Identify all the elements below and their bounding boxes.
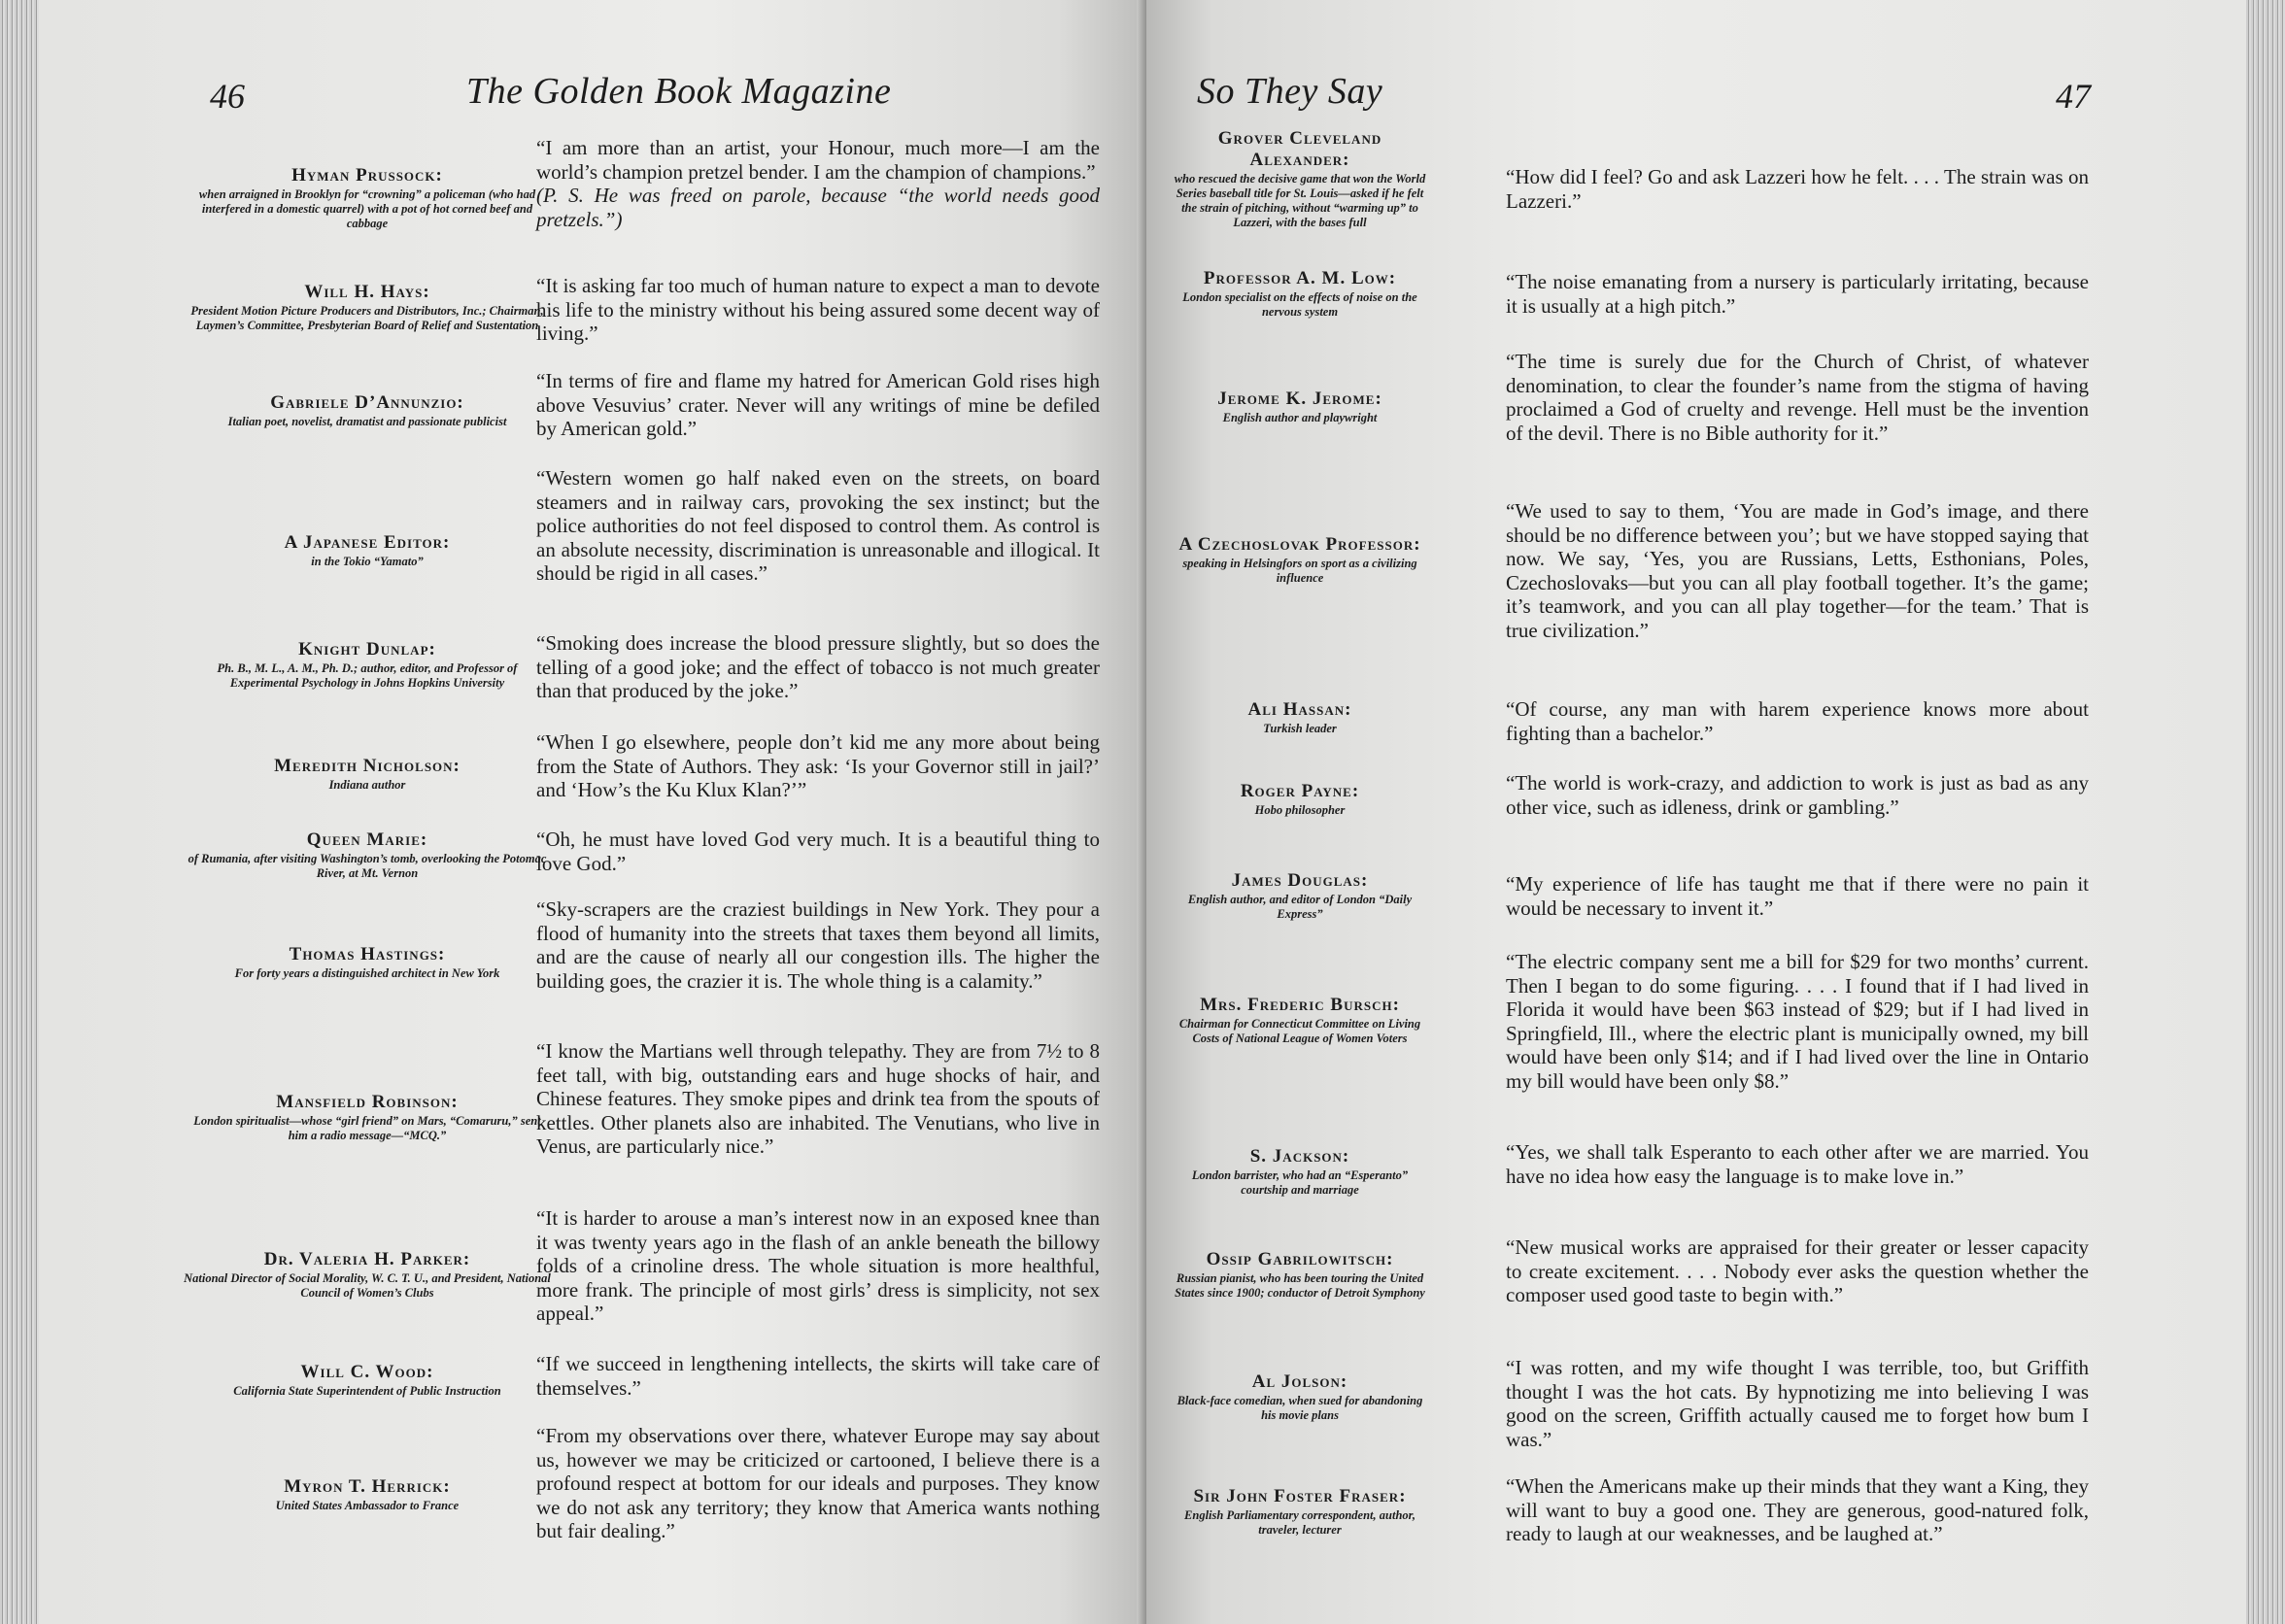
speaker-description: Turkish leader [1263, 722, 1337, 735]
quote: “I know the Martians well through telepathy. They are from 7½ to 8 feet tall, with big, outstanding ears and huge shocks of hair, and Chinese features. They smoke pipes and drink tea from the spouts of kettles. Other planets also are inhabited. The Venutians, who live in Venus, are particularly nice.” [536, 1039, 1100, 1158]
quote-text: “I am more than an artist, your Honour, much more—I am the world’s champion pretzel bender. I am the champion of champions.” [536, 136, 1100, 184]
quote: “It is harder to arouse a man’s interest now in an exposed knee than it was twenty years ago in the flash of an ankle beneath the billowy folds of a crinoline dress. The whole situation is more healthful, more frank. The principle of most girls’ dress is simplicity, not sex appeal.” [536, 1206, 1100, 1325]
speaker [183, 1476, 552, 1513]
speaker-name: Professor A. M. Low: [1203, 268, 1397, 288]
quote: “Western women go half naked even on the streets, on board steamers and in railway cars, provoking the sex instinct; but the police authorities do not feel disposed to control them. As control is an absolute necessity, discrimination is unreasonable and illogical. It should be rigid in all cases.” [536, 466, 1100, 585]
page-number-left: 46 [210, 77, 245, 116]
speaker-description: California State Superintendent of Public Instruction [233, 1384, 501, 1398]
quote: “The noise emanating from a nursery is particularly irritating, because it is usually at a high pitch.” [1506, 270, 2089, 318]
page-number-right: 47 [2056, 77, 2091, 116]
speaker-description: in the Tokio “Yamato” [311, 555, 424, 568]
speaker-name: Thomas Hastings: [289, 944, 446, 964]
speaker-description: Italian poet, novelist, dramatist and passionate publicist [227, 415, 507, 428]
speaker-name: Will H. Hays: [304, 282, 430, 302]
speaker [183, 1362, 552, 1399]
speaker-name: Grover Cleveland Alexander: [1217, 128, 1382, 170]
page-edges-right [2246, 0, 2285, 1624]
speaker [183, 944, 552, 981]
speaker [183, 639, 552, 691]
speaker [1174, 995, 1426, 1046]
speaker [1174, 781, 1426, 818]
quote: “When the Americans make up their minds that they want a King, they will want to buy a good one. They are generous, good-natured folk, ready to laugh at our weaknesses, and be laughed at.” [1506, 1474, 2089, 1545]
speaker-description: President Motion Picture Producers and Distributors, Inc.; Chairman, Laymen’s Committee, Presbyterian Board of Relief and Sustentation [190, 304, 544, 332]
speaker-name: James Douglas: [1231, 870, 1369, 891]
quote: “Sky-scrapers are the craziest buildings in New York. They pour a flood of humanity into the streets that taxes them beyond all limits, and are the cause of nearly all our congestion ills. The higher the building goes, the crazier it is. The whole thing is a calamity.” [536, 897, 1100, 993]
speaker-name: Al Jolson: [1251, 1371, 1348, 1392]
speaker-name: Gabriele D’Annunzio: [270, 392, 464, 413]
quote: “We used to say to them, ‘You are made in God’s image, and there should be no difference between you’; but we have stopped saying that now. We say, ‘Yes, you are Russians, Letts, Esthonians, Poles, Czechoslovaks—but you can all play football together. It’s the game; it’s teamwork, and you can all play together—for the team.’ That is true civilization.” [1506, 499, 2089, 642]
speaker-name: Sir John Foster Fraser: [1193, 1486, 1407, 1506]
speaker-description: English author, and editor of London “Daily Express” [1187, 893, 1413, 921]
speaker-name: Jerome K. Jerome: [1217, 389, 1382, 409]
running-head-right: So They Say [1197, 71, 1383, 112]
quote: “Of course, any man with harem experience knows more about fighting than a bachelor.” [1506, 697, 2089, 745]
speaker-name: Myron T. Herrick: [284, 1476, 451, 1497]
running-head-left: The Golden Book Magazine [466, 71, 892, 112]
speaker [183, 392, 552, 429]
speaker-name: Will C. Wood: [300, 1362, 434, 1382]
speaker-description: who rescued the decisive game that won the World Series baseball title for St. Louis—asked if he felt the strain of pitching, without “warming up” to Lazzeri, with the bases full [1174, 172, 1426, 229]
speaker [1174, 699, 1426, 736]
speaker-description: English Parliamentary correspondent, author, traveler, lecturer [1184, 1508, 1415, 1537]
speaker-name: Dr. Valeria H. Parker: [263, 1249, 471, 1269]
speaker-name: Knight Dunlap: [298, 639, 436, 660]
quote: “The world is work-crazy, and addiction to work is just as bad as any other vice, such as idleness, drink or gambling.” [1506, 771, 2089, 819]
speaker-description: Russian pianist, who has been touring the United States since 1900; conductor of Detroit Symphony [1175, 1271, 1425, 1300]
quote: “How did I feel? Go and ask Lazzeri how he felt. . . . The strain was on Lazzeri.” [1506, 165, 2089, 213]
speaker-description: when arraigned in Brooklyn for “crowning” a policeman (who had interfered in a domestic quarrel) with a pot of hot corned beef and cabbage [198, 187, 536, 230]
quote-postscript: (P. S. He was freed on parole, because “the world needs good pretzels.”) [536, 184, 1100, 231]
speaker [1174, 1486, 1426, 1538]
quote: “Smoking does increase the blood pressure slightly, but so does the telling of a good joke; and the effect of tobacco is not much greater than that produced by the joke.” [536, 631, 1100, 702]
speaker [1174, 268, 1426, 320]
speaker-name: Mansfield Robinson: [276, 1092, 459, 1112]
quote: “Oh, he must have loved God very much. It is a beautiful thing to love God.” [536, 828, 1100, 875]
quote: “If we succeed in lengthening intellects, the skirts will take care of themselves.” [536, 1352, 1100, 1400]
speaker [1174, 1249, 1426, 1301]
speaker [183, 532, 552, 569]
speaker-name: A Czechoslovak Professor: [1178, 534, 1421, 555]
quote: “The electric company sent me a bill for $29 for two months’ current. Then I began to do some figuring. . . . I found that if I had lived in Florida it would have been $63 instead of $29; but if I had lived in Springfield, Ill., where the electric plant is municipally owned, my bill would have been only $14; and if I had lived over the line in Ontario my bill would have been only $8.” [1506, 950, 2089, 1093]
speaker-name: Hyman Prussock: [291, 165, 443, 186]
quote: “The time is surely due for the Church of Christ, of whatever denomination, to clear the founder’s name from the stigma of having proclaimed a God of cruelty and revenge. Hell must be the invention of the devil. There is no Bible authority for it.” [1506, 350, 2089, 445]
quote: “When I go elsewhere, people don’t kid me any more about being from the State of Authors. They ask: ‘Is your Governor still in jail?’ and ‘How’s the Ku Klux Klan?’” [536, 730, 1100, 801]
speaker-name: A Japanese Editor: [284, 532, 451, 553]
speaker-description: Black-face comedian, when sued for abandoning his movie plans [1177, 1394, 1423, 1422]
speaker-name: Queen Marie: [306, 829, 428, 850]
speaker-description: Indiana author [328, 778, 406, 792]
speaker-name: S. Jackson: [1249, 1146, 1350, 1167]
quote: “It is asking far too much of human nature to expect a man to devote his life to the ministry without his being assured some decent way of living.” [536, 274, 1100, 345]
speaker-description: English author and playwright [1222, 411, 1378, 424]
speaker [1174, 870, 1426, 922]
right-page [1146, 0, 2246, 1624]
quote: “New musical works are appraised for their greater or lesser capacity to create excitement. . . . Nobody ever asks the question whether the composer used good taste to begin with.” [1506, 1235, 2089, 1306]
speaker [183, 1092, 552, 1143]
speaker [1174, 534, 1426, 586]
speaker-description: National Director of Social Morality, W. C. T. U., and President, National Council of Women’s Clubs [184, 1271, 551, 1300]
speaker [183, 756, 552, 793]
quote: “In terms of fire and flame my hatred for American Gold rises high above Vesuvius’ crater. Never will any writings of mine be defiled by American gold.” [536, 369, 1100, 440]
quote [536, 136, 1100, 231]
quote: “My experience of life has taught me that if there were no pain it would be necessary to invent it.” [1506, 872, 2089, 920]
speaker-description: London barrister, who had an “Esperanto” courtship and marriage [1191, 1168, 1409, 1197]
page-edges-left [0, 0, 39, 1624]
speaker [183, 829, 552, 881]
speaker-description: Hobo philosopher [1254, 803, 1346, 817]
left-page [39, 0, 1146, 1624]
speaker-description: speaking in Helsingfors on sport as a civilizing influence [1182, 557, 1417, 585]
speaker-name: Roger Payne: [1240, 781, 1360, 801]
speaker-description: Chairman for Connecticut Committee on Living Costs of National League of Women Voters [1178, 1017, 1421, 1045]
speaker [1174, 1371, 1426, 1423]
speaker-description: For forty years a distinguished architect in New York [234, 966, 500, 980]
speaker-description: of Rumania, after visiting Washington’s tomb, overlooking the Potomac River, at Mt. Vernon [188, 852, 547, 880]
speaker [1174, 128, 1426, 230]
speaker-description: Ph. B., M. L., A. M., Ph. D.; author, editor, and Professor of Experimental Psychology in Johns Hopkins University [217, 661, 518, 690]
speaker-name: Meredith Nicholson: [274, 756, 460, 776]
speaker [183, 165, 552, 231]
speaker [1174, 389, 1426, 425]
speaker [1174, 1146, 1426, 1198]
speaker-name: Mrs. Frederic Bursch: [1200, 995, 1400, 1015]
quote: “Yes, we shall talk Esperanto to each other after we are married. You have no idea how easy the language is to make love in.” [1506, 1140, 2089, 1188]
speaker [183, 282, 552, 333]
speaker-description: London spiritualist—whose “girl friend” on Mars, “Comaruru,” sent him a radio message—“MCQ.” [193, 1114, 541, 1142]
speaker-name: Ali Hassan: [1247, 699, 1352, 720]
speaker-description: United States Ambassador to France [275, 1499, 460, 1512]
quote: “I was rotten, and my wife thought I was terrible, too, but Griffith thought I was the hot cats. By hypnotizing me into believing I was good on the screen, Griffith actually caused me to forget how bum I was.” [1506, 1356, 2089, 1451]
speaker-description: London specialist on the effects of noise on the nervous system [1182, 290, 1417, 319]
speaker [183, 1249, 552, 1301]
quote: “From my observations over there, whatever Europe may say about us, however we may be criticized or cartooned, I believe there is a profound respect at bottom for our ideals and purposes. They know we do not ask any territory; they know that America wants nothing but fair dealing.” [536, 1424, 1100, 1542]
speaker-name: Ossip Gabrilowitsch: [1206, 1249, 1394, 1269]
